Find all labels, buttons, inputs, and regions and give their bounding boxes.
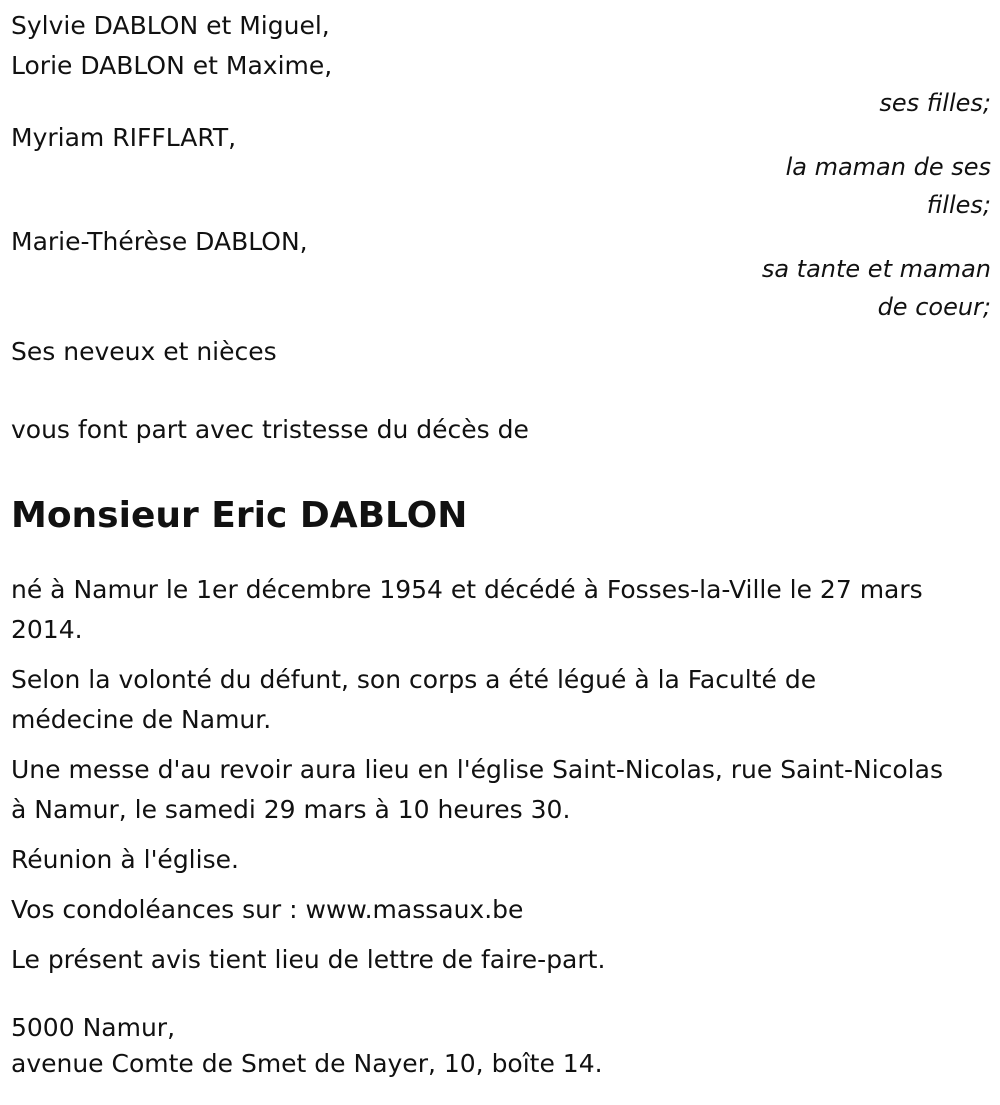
daughter-line-2: Lorie DABLON et Maxime, <box>11 51 333 80</box>
deceased-name: Monsieur Eric DABLON <box>11 495 468 536</box>
birth-death-line-1: né à Namur le 1er décembre 1954 et décédé à Fosses-la-Ville le 27 mars <box>11 575 923 604</box>
condolences-paragraph <box>11 890 991 930</box>
mother-relation-note-1: la maman de ses <box>785 153 991 181</box>
condolences-text: Vos condoléances sur : www.massaux.be <box>11 895 524 924</box>
mass-paragraph <box>11 750 991 830</box>
aunt-name: Marie-Thérèse DABLON, <box>11 227 308 256</box>
obituary-notice <box>11 6 991 1084</box>
address-line-1: 5000 Namur, <box>11 1013 176 1042</box>
nephews-nieces: Ses neveux et nièces <box>11 337 277 366</box>
mass-line-1: Une messe d'au revoir aura lieu en l'église Saint-Nicolas, rue Saint-Nicolas <box>11 755 943 784</box>
mother-name: Myriam RIFFLART, <box>11 123 237 152</box>
daughter-line-1: Sylvie DABLON et Miguel, <box>11 11 330 40</box>
announcement-text: vous font part avec tristesse du décès de <box>11 415 529 444</box>
daughters-block <box>11 6 991 122</box>
meeting-text: Réunion à l'église. <box>11 845 239 874</box>
body-donation-line-1: Selon la volonté du défunt, son corps a été légué à la Faculté de <box>11 665 817 694</box>
mass-line-2: à Namur, le samedi 29 mars à 10 heures 30. <box>11 795 571 824</box>
aunt-relation-note-1: sa tante et maman <box>761 255 991 283</box>
mother-block <box>11 118 991 224</box>
aunt-block <box>11 222 991 326</box>
body-donation-line-2: médecine de Namur. <box>11 705 272 734</box>
aunt-relation-note-2: de coeur; <box>877 293 991 321</box>
notice-text: Le présent avis tient lieu de lettre de faire-part. <box>11 945 606 974</box>
notice-paragraph <box>11 940 991 980</box>
birth-death-paragraph <box>11 570 991 650</box>
address-block <box>11 1008 991 1084</box>
daughters-relation-note: ses filles; <box>879 89 991 117</box>
address-line-2: avenue Comte de Smet de Nayer, 10, boîte 14. <box>11 1049 603 1078</box>
body-donation-paragraph <box>11 660 991 740</box>
meeting-paragraph <box>11 840 991 880</box>
mother-relation-note-2: filles; <box>926 191 991 219</box>
birth-death-line-2: 2014. <box>11 615 83 644</box>
